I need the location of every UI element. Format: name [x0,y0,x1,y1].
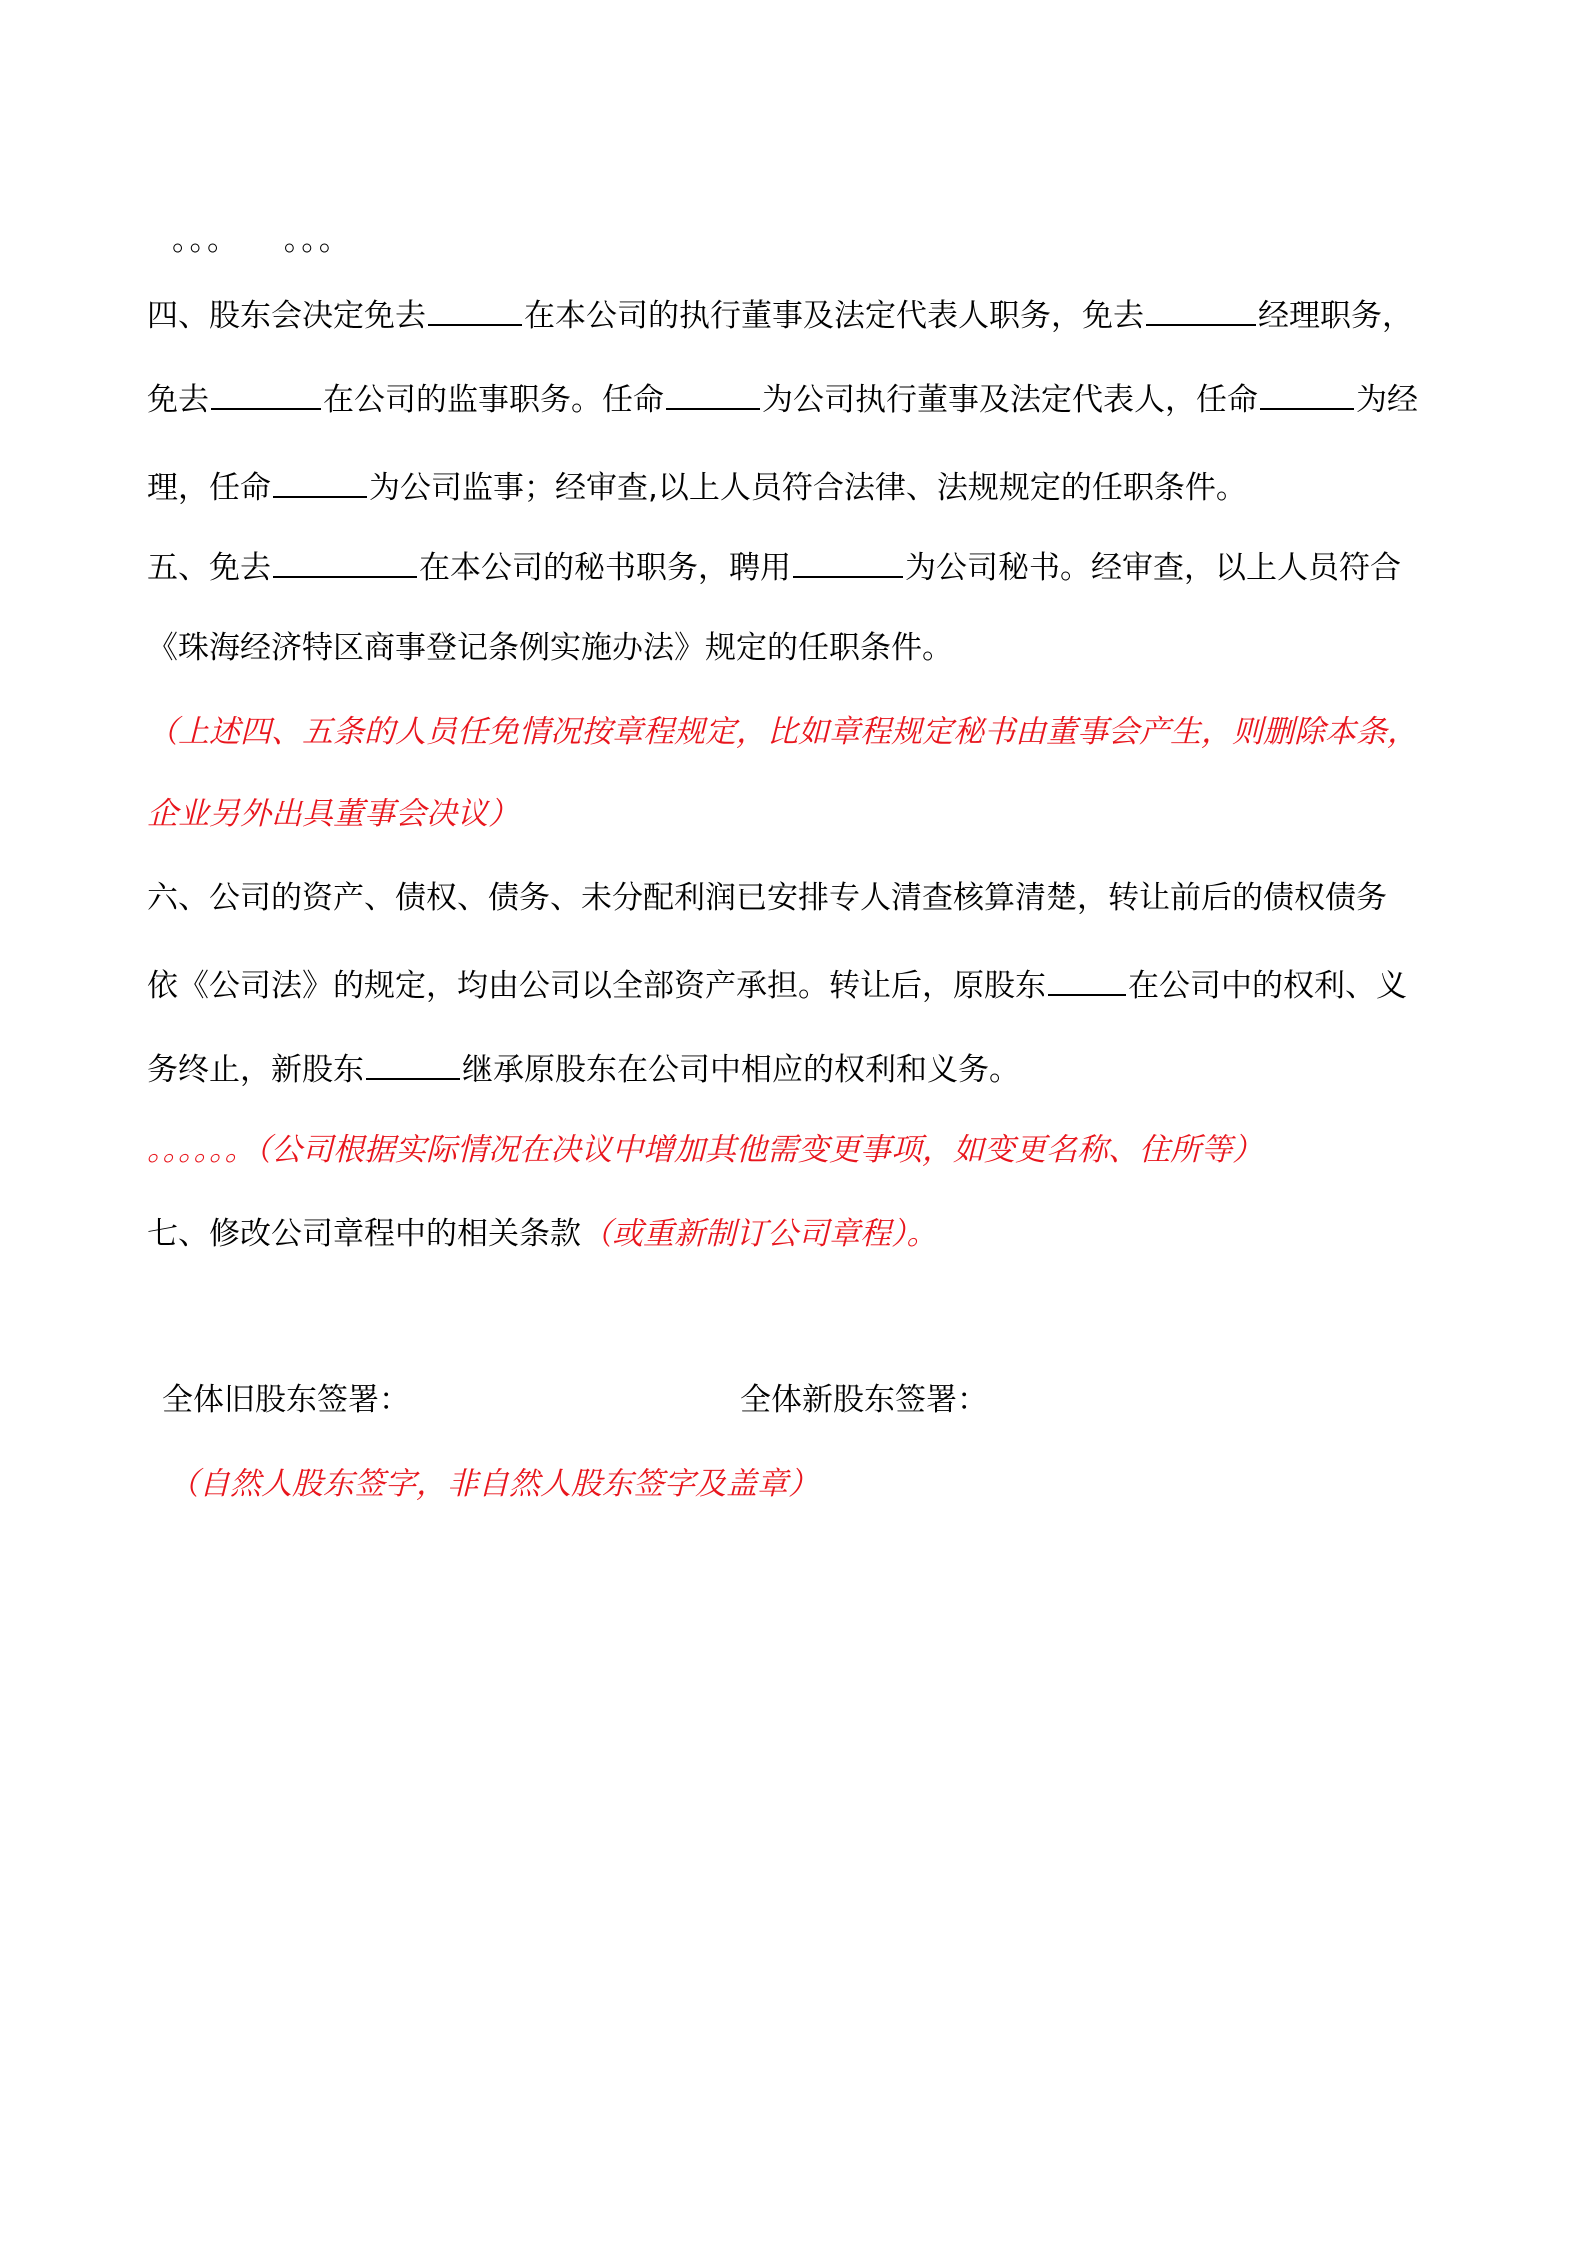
old-shareholders-signature-label: 全体旧股东签署： [162,1382,410,1418]
new-shareholders-signature-label: 全体新股东签署： [740,1382,988,1418]
blank-field[interactable] [793,542,903,578]
item-4-text: 为经 [1356,382,1418,418]
item-5-text: 在本公司的秘书职务，聘用 [419,550,791,586]
item-5-text: 为公司秘书。经审查，以上人员符合 [905,550,1401,586]
item-6-text: 依《公司法》的规定，均由公司以全部资产承担。转让后，原股东 [147,968,1046,1004]
note-1-line-2: 企业另外出具董事会决议） [147,796,519,832]
item-6-text: 务终止，新股东 [147,1052,364,1088]
item-6-line-1: 六、公司的资产、债权、债务、未分配利润已安排专人清查核算清楚，转让前后的债权债务 [147,880,1387,916]
leading-ellipsis [172,218,1482,262]
blank-field[interactable] [1146,290,1256,326]
ellipsis-b: 。。。 [283,222,352,258]
item-5-text: 《珠海经济特区商事登记条例实施办法》规定的任职条件。 [147,630,953,666]
item-4-line-1 [147,290,1457,338]
item-7 [147,1212,1457,1256]
blank-field[interactable] [1260,374,1354,410]
ellipsis-a: 。。。 [172,222,240,258]
note-2: 。。。。。。（公司根据实际情况在决议中增加其他需变更事项，如变更名称、住所等） [147,1132,1263,1168]
item-4-text: 为公司执行董事及法定代表人，任命 [762,382,1258,418]
blank-field[interactable] [273,462,367,498]
item-7-note: （或重新制订公司章程）。 [581,1216,938,1252]
blank-field[interactable] [366,1044,460,1080]
item-6-line-3 [147,1044,1457,1092]
blank-field[interactable] [666,374,760,410]
blank-field[interactable] [273,542,417,578]
item-5-line-1 [147,542,1457,590]
blank-field[interactable] [211,374,321,410]
item-4-text: 在公司的监事职务。任命 [323,382,664,418]
item-6-line-2 [147,960,1457,1008]
item-4-line-3 [147,462,1457,510]
item-4-text: 理，任命 [147,470,271,506]
item-6-text: 继承原股东在公司中相应的权利和义务。 [462,1052,1020,1088]
item-4-line-2 [147,374,1457,422]
item-4-text: 四、股东会决定免去 [147,298,426,334]
item-4-text: 经理职务， [1258,298,1413,334]
item-5-line-2 [147,626,1457,670]
signature-note: （自然人股东签字，非自然人股东签字及盖章） [168,1466,819,1502]
item-4-text: 免去 [147,382,209,418]
blank-field[interactable] [428,290,522,326]
item-4-text: 在本公司的执行董事及法定代表人职务，免去 [524,298,1144,334]
item-7-text: 七、修改公司章程中的相关条款 [147,1216,581,1252]
item-5-text: 五、免去 [147,550,271,586]
item-4-text: 为公司监事；经审查,以上人员符合法律、法规规定的任职条件。 [369,470,1247,506]
note-1-line-1: （上述四、五条的人员任免情况按章程规定，比如章程规定秘书由董事会产生，则删除本条， [147,714,1418,750]
item-6-text: 在公司中的权利、义 [1128,968,1407,1004]
blank-field[interactable] [1048,960,1126,996]
